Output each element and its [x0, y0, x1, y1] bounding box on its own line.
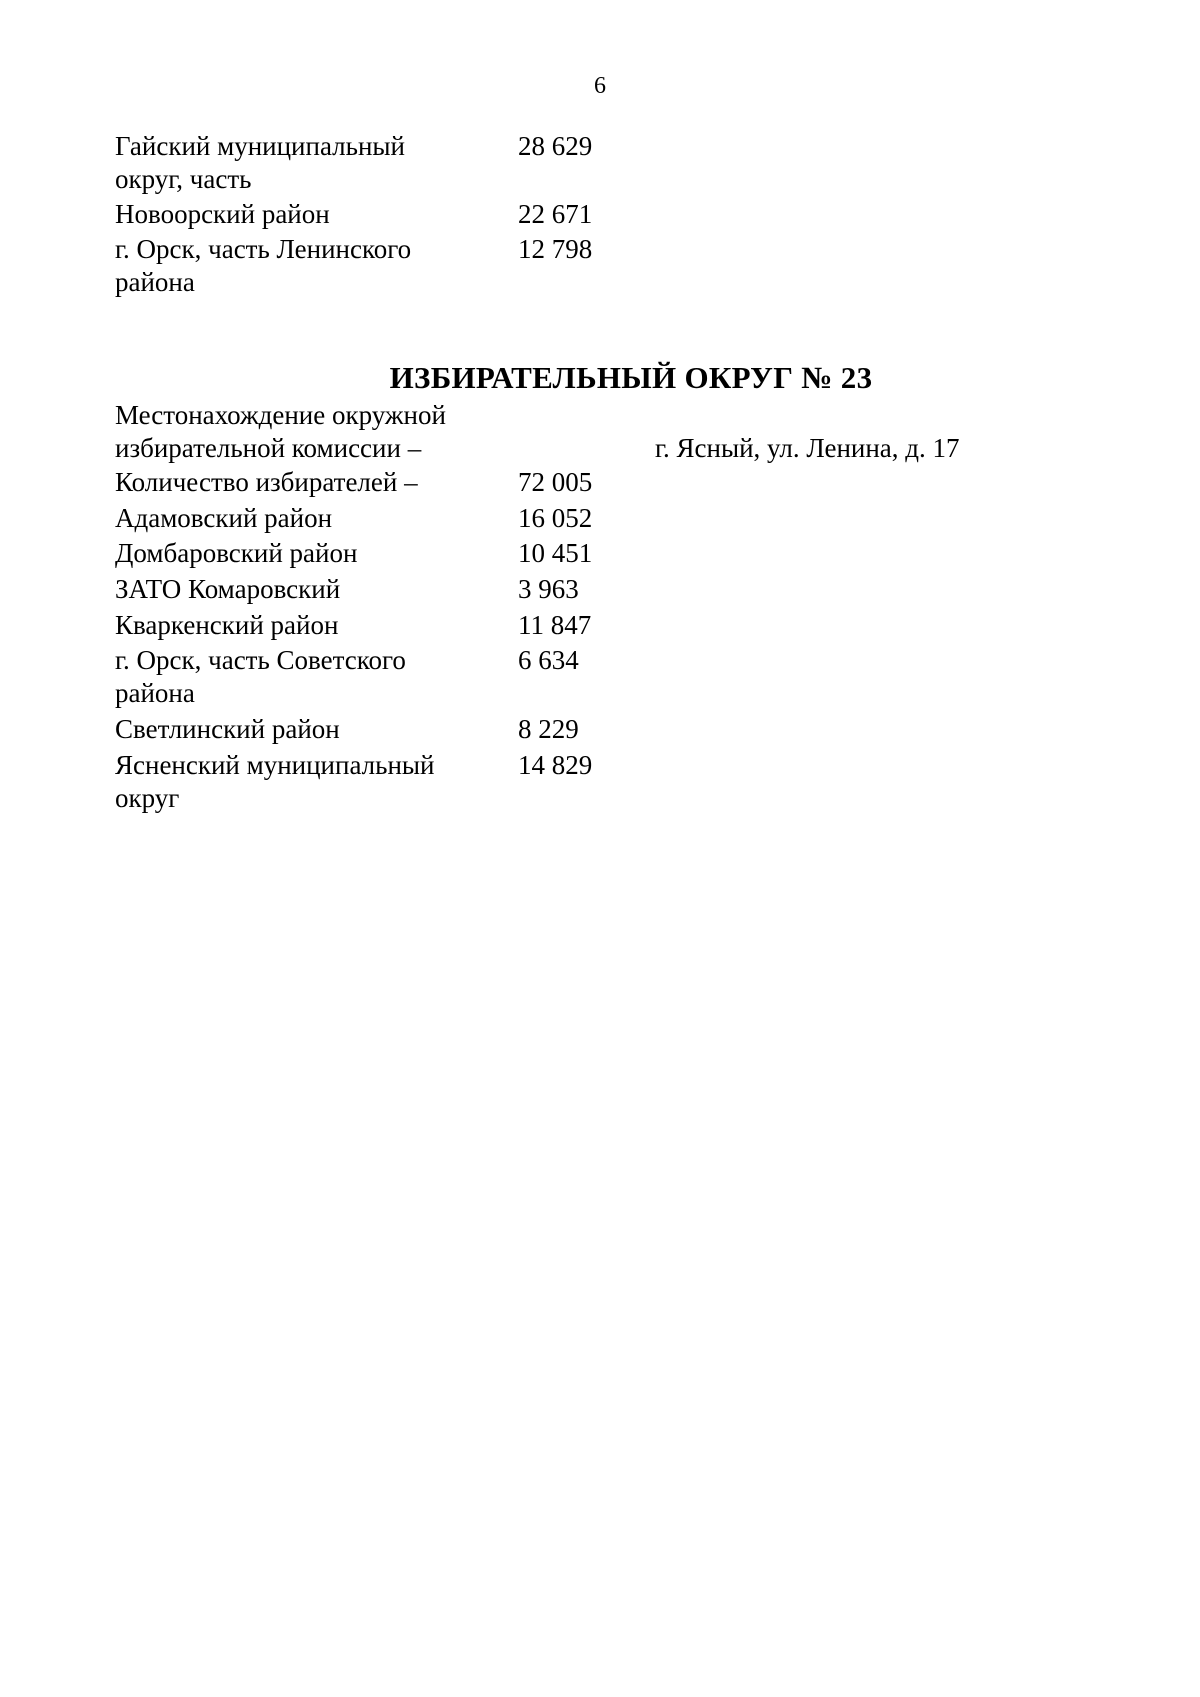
voter-count: 3 963 — [518, 574, 579, 604]
voter-count: 14 829 — [518, 750, 593, 780]
territory-name: г. Орск, часть Советского — [115, 645, 406, 675]
voter-count: 22 671 — [518, 199, 593, 229]
territory-name: ЗАТО Комаровский — [115, 574, 341, 604]
voter-count: 16 052 — [518, 503, 593, 533]
voter-count: 6 634 — [518, 645, 579, 675]
territory-name: округ — [115, 783, 180, 813]
territory-name: Светлинский район — [115, 714, 340, 744]
territory-name: Ясненский муниципальный — [115, 750, 435, 780]
territory-name: Домбаровский район — [115, 538, 358, 568]
page-number: 6 — [594, 73, 606, 99]
voters-count: 72 005 — [518, 467, 593, 497]
voter-count: 8 229 — [518, 714, 579, 744]
location-address: г. Ясный, ул. Ленина, д. 17 — [655, 433, 960, 463]
territory-name: округ, часть — [115, 164, 252, 194]
location-label: Местонахождение окружной — [115, 400, 446, 430]
territory-name: Гайский муниципальный — [115, 131, 405, 161]
territory-name: г. Орск, часть Ленинского — [115, 234, 412, 264]
voter-count: 11 847 — [518, 610, 592, 640]
territory-name: района — [115, 267, 195, 297]
voters-label: Количество избирателей – — [115, 467, 418, 497]
voter-count: 28 629 — [518, 131, 593, 161]
territory-name: района — [115, 678, 195, 708]
district-heading: ИЗБИРАТЕЛЬНЫЙ ОКРУГ № 23 — [389, 360, 873, 395]
voter-count: 12 798 — [518, 234, 593, 264]
location-label: избирательной комиссии – — [115, 433, 422, 463]
voter-count: 10 451 — [518, 538, 593, 568]
territory-name: Адамовский район — [115, 503, 333, 533]
territory-name: Новоорский район — [115, 199, 330, 229]
territory-name: Кваркенский район — [115, 610, 339, 640]
